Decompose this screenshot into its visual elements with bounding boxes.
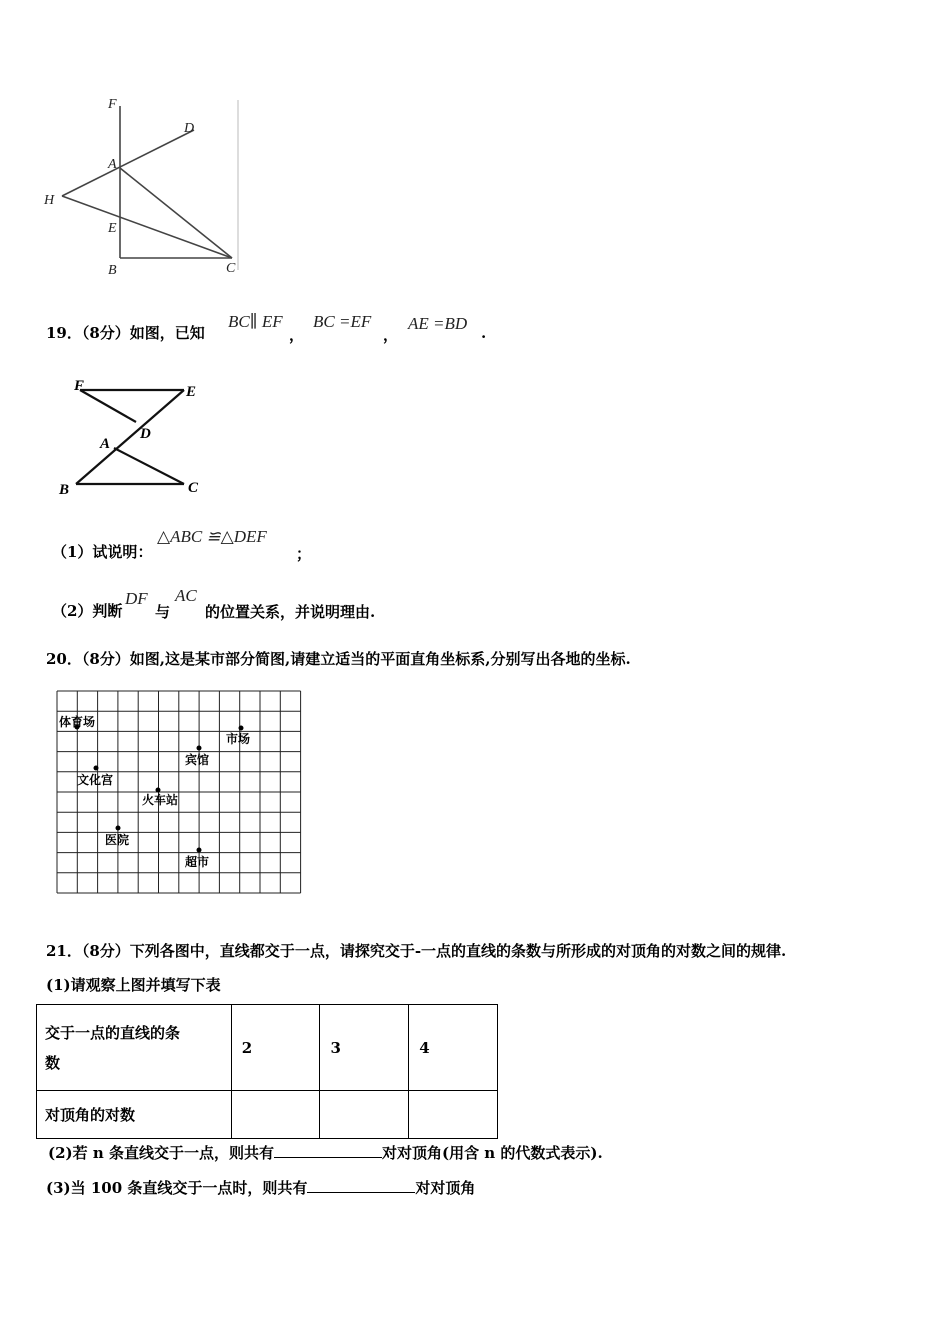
q19-comma-1: ， xyxy=(289,326,305,344)
line-eb xyxy=(76,390,184,484)
question-20-stem: 20．（8分）如图,这是某市部分简图,请建立适当的平面直角坐标系,分别写出各地的坐标. xyxy=(46,650,631,668)
line-ac xyxy=(120,168,232,258)
point-supermarket xyxy=(197,848,202,853)
row-header-pairs: 对顶角的对数 xyxy=(37,1091,232,1139)
answer-table xyxy=(36,1004,498,1139)
line-hd xyxy=(62,130,194,196)
row-header-lines: 交于一点的直线的条 数 xyxy=(37,1005,232,1091)
label-d: D xyxy=(140,426,151,442)
label-e: E xyxy=(186,384,197,400)
q19-condition-parallel: BC∥ EF xyxy=(228,312,283,331)
q19-part-2-df: DF xyxy=(125,589,148,608)
q19-comma-2: ， xyxy=(383,326,399,344)
label-f: F xyxy=(108,97,117,112)
point-station xyxy=(156,788,161,793)
city-map-grid xyxy=(56,690,304,894)
point-hospital xyxy=(116,826,121,831)
label-e: E xyxy=(108,221,117,236)
q19-part-2-suffix: 的位置关系，并说明理由. xyxy=(205,603,376,621)
line-ac xyxy=(114,448,184,484)
label-a: A xyxy=(100,436,111,452)
figure-18 xyxy=(38,92,248,284)
figure-19 xyxy=(50,372,220,502)
line-fd xyxy=(80,390,136,422)
cell-lines-4: 4 xyxy=(409,1005,498,1091)
label-d: D xyxy=(184,121,195,136)
cell-lines-2: 2 xyxy=(231,1005,320,1091)
q21-part-1: (1)请观察上图并填写下表 xyxy=(46,976,221,994)
point-culture xyxy=(94,766,99,771)
label-a: A xyxy=(108,157,117,172)
q19-period: . xyxy=(481,324,487,342)
label-f: F xyxy=(74,378,85,394)
answer-blank-100-lines[interactable] xyxy=(307,1178,415,1193)
label-culture: 文化宫 xyxy=(77,773,114,787)
label-supermarket: 超市 xyxy=(185,855,210,869)
answer-cell-pairs-3[interactable] xyxy=(320,1091,409,1139)
q19-part-1-suffix: ； xyxy=(296,545,312,563)
q19-condition-equal-bc: BC =EF xyxy=(313,312,372,331)
q19-part-2-mid: 与 xyxy=(155,603,171,621)
point-market xyxy=(239,726,244,731)
point-hotel xyxy=(197,746,202,751)
question-21-stem: 21．（8分）下列各图中，直线都交于一点，请探究交于-一点的直线的条数与所形成的对顶角的对数之间的规律. xyxy=(46,942,787,960)
answer-cell-pairs-4[interactable] xyxy=(409,1091,498,1139)
label-c: C xyxy=(188,480,199,496)
q21-part-3: (3)当 100 条直线交于一点时，则共有 对对顶角 xyxy=(46,1179,476,1197)
label-c: C xyxy=(226,261,236,276)
q19-part-2-ac: AC xyxy=(175,586,197,605)
q19-part-1: （1）试说明： xyxy=(52,543,153,561)
label-b: B xyxy=(59,482,70,498)
label-hospital: 医院 xyxy=(105,833,130,847)
q19-condition-equal-ae: AE =BD xyxy=(408,314,468,333)
q19-part-1-math: △ABC ≌△DEF xyxy=(157,527,267,546)
line-hc xyxy=(62,196,232,258)
label-station: 火车站 xyxy=(142,793,179,807)
label-h: H xyxy=(44,193,55,208)
question-19-stem: 19．（8分）如图，已知 xyxy=(46,324,205,342)
q21-part-2: (2)若 n 条直线交于一点，则共有 对对顶角(用含 n 的代数式表示). xyxy=(48,1144,603,1162)
q19-part-2: （2）判断 xyxy=(52,602,123,620)
cell-lines-3: 3 xyxy=(320,1005,409,1091)
label-hotel: 宾馆 xyxy=(185,753,210,767)
label-b: B xyxy=(108,263,117,278)
label-market: 市场 xyxy=(226,732,251,746)
answer-blank-n-lines[interactable] xyxy=(274,1143,382,1158)
label-stadium: 体育场 xyxy=(59,715,96,729)
answer-cell-pairs-2[interactable] xyxy=(231,1091,320,1139)
